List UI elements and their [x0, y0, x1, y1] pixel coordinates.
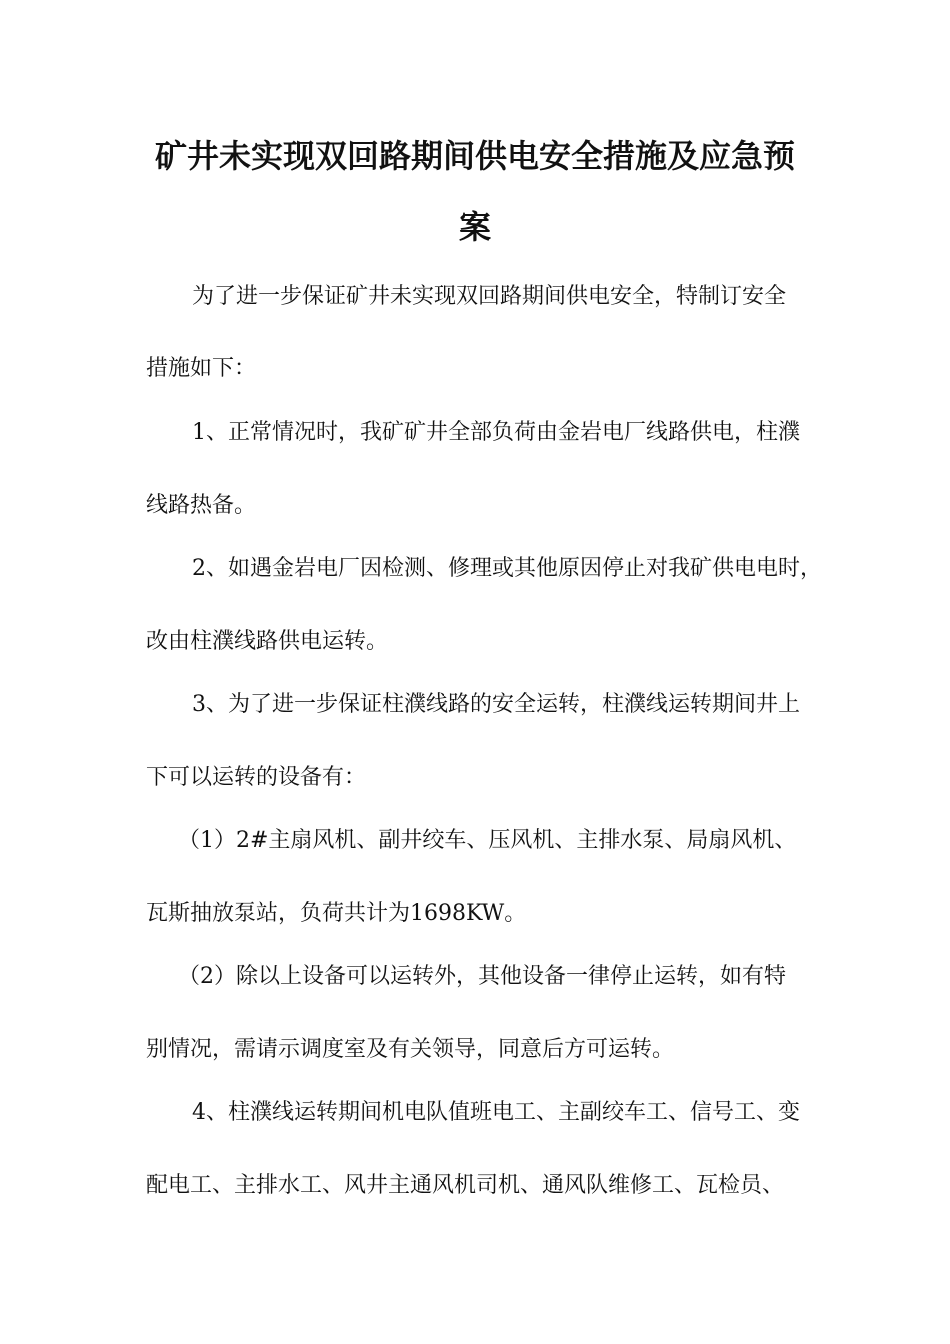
body-line-2: 措施如下： — [146, 356, 257, 381]
document-title-line-2: 案 — [458, 208, 491, 246]
body-line-6: 改由柱濮线路供电运转。 — [146, 629, 389, 654]
body-line-13: 4、柱濮线运转期间机电队值班电工、主副绞车工、信号工、变 — [192, 1100, 800, 1125]
body-line-3: 1、正常情况时，我矿矿井全部负荷由金岩电厂线路供电，柱濮 — [192, 420, 800, 445]
body-line-10: 瓦斯抽放泵站，负荷共计为1698KW。 — [146, 901, 527, 926]
body-line-5: 2、如遇金岩电厂因检测、修理或其他原因停止对我矿供电电时， — [192, 556, 822, 581]
body-line-7: 3、为了进一步保证柱濮线路的安全运转，柱濮线运转期间井上 — [192, 692, 800, 717]
body-line-4: 线路热备。 — [146, 493, 257, 518]
document-title-line-1: 矿井未实现双回路期间供电安全措施及应急预 — [154, 137, 795, 175]
body-line-14: 配电工、主排水工、风井主通风机司机、通风队维修工、瓦检员、 — [146, 1173, 785, 1198]
body-line-12: 别情况，需请示调度室及有关领导，同意后方可运转。 — [146, 1037, 675, 1062]
body-line-1: 为了进一步保证矿井未实现双回路期间供电安全，特制订安全 — [192, 284, 787, 309]
body-line-9: （1）2#主扇风机、副井绞车、压风机、主排水泵、局扇风机、 — [178, 828, 797, 853]
body-line-11: （2）除以上设备可以运转外，其他设备一律停止运转，如有特 — [178, 964, 786, 989]
body-line-8: 下可以运转的设备有： — [146, 765, 367, 790]
